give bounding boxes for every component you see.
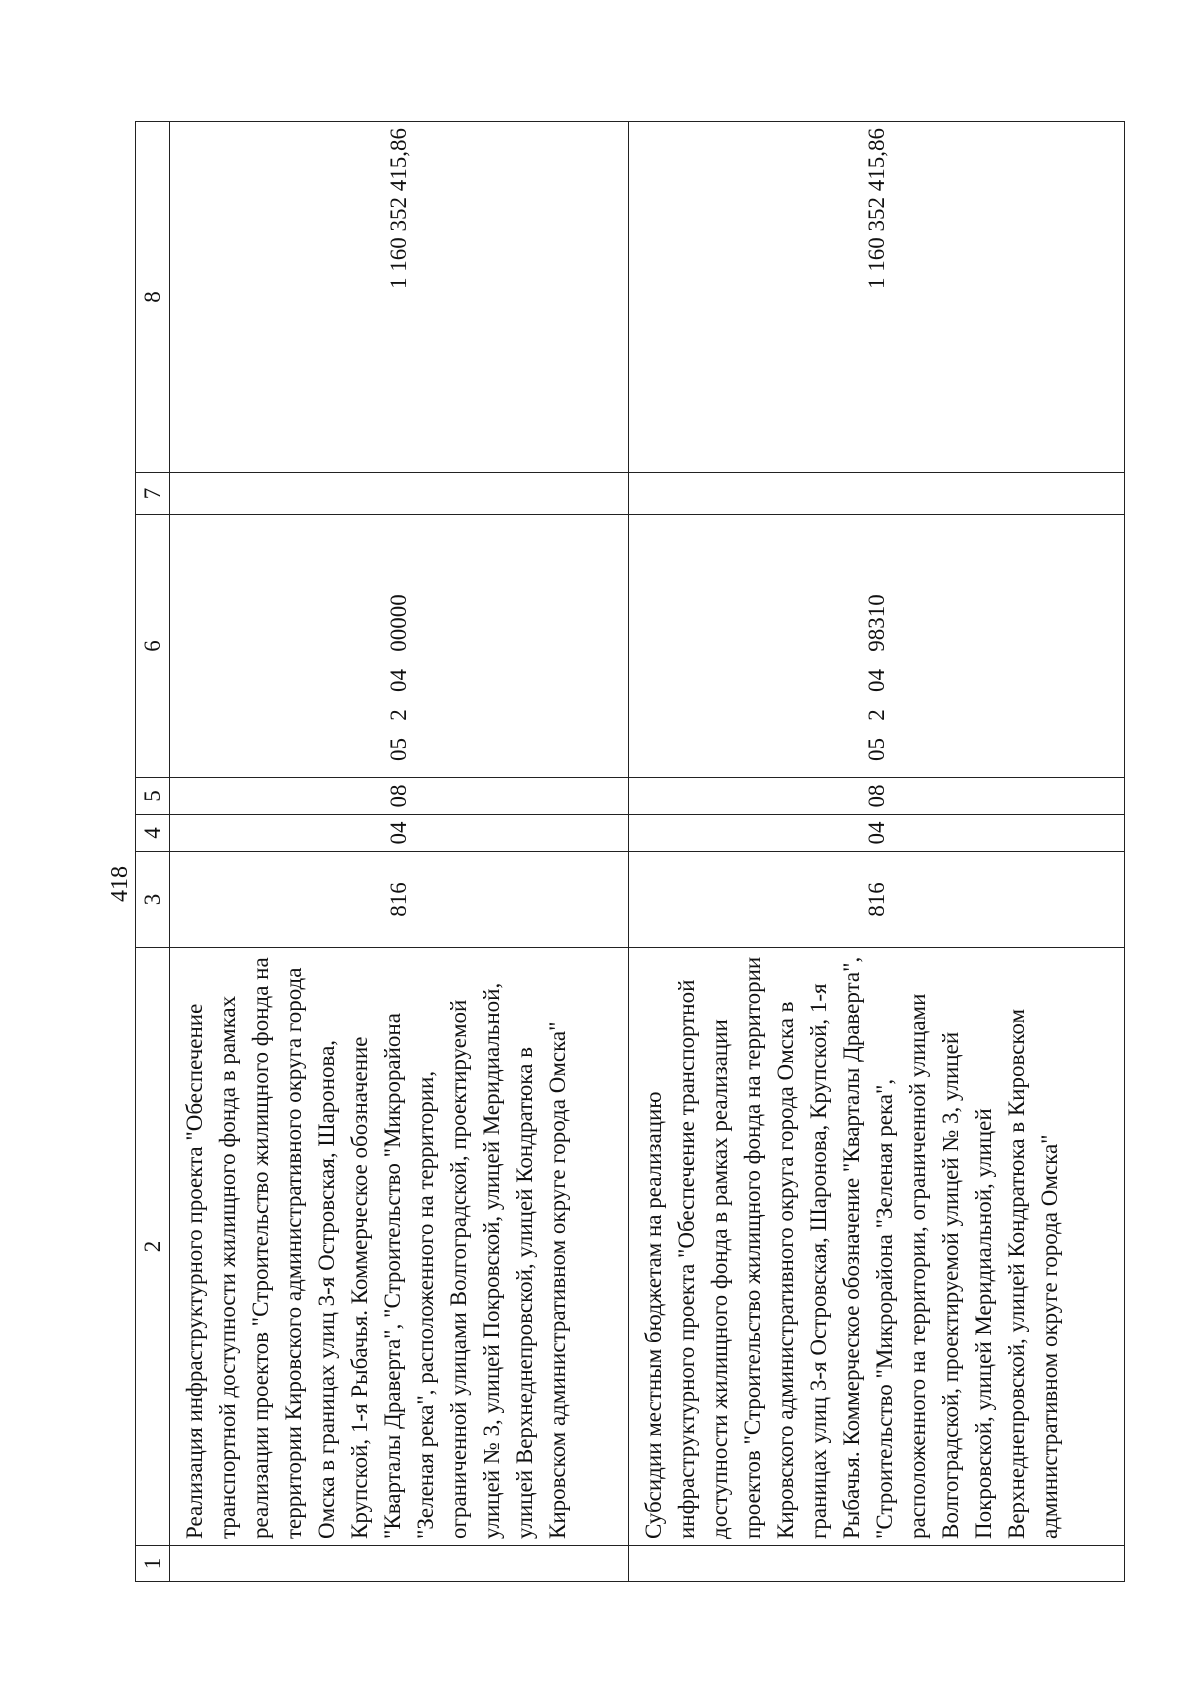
ministry-code-cell: 816 xyxy=(628,852,1124,948)
expense-type-cell xyxy=(628,473,1124,515)
header-col-6: 6 xyxy=(136,515,170,778)
expense-type-cell xyxy=(170,473,629,515)
header-col-5: 5 xyxy=(136,778,170,815)
header-col-8: 8 xyxy=(136,122,170,473)
description-cell: Субсидии местным бюджетам на реализацию инфраструктурного проекта "Обеспечение транспортной доступности жилищного фонда в рамках реализации проектов "Строительство жилищного фонда на территории Кировского административного округа города Омска в границах улиц 3-я Островская, Шаронова, Крупской, 1-я Рыбачья. Коммерческое обозначение "Кварталы Драверта", "Строительство "Микрорайона "Зеленая река", расположенного на территории, ограниченной улицами Волгоградской, проектируемой улицей № 3, улицей Покровской, улицей Меридиальной, улицей Верхнеднепровской, улицей Кондратюка в Кировском административном округе города Омска" xyxy=(628,948,1124,1546)
target-article-cell: 05 2 04 00000 xyxy=(170,515,629,778)
row-number-cell xyxy=(170,1546,629,1582)
header-col-7: 7 xyxy=(136,473,170,515)
page-number: 418 xyxy=(107,866,133,902)
header-col-1: 1 xyxy=(136,1546,170,1582)
header-col-2: 2 xyxy=(136,948,170,1546)
header-col-3: 3 xyxy=(136,852,170,948)
section-code-cell: 04 xyxy=(628,815,1124,852)
subsection-code-cell: 08 xyxy=(170,778,629,815)
section-code-cell: 04 xyxy=(170,815,629,852)
table-row xyxy=(628,122,1124,1582)
subsection-code-cell: 08 xyxy=(628,778,1124,815)
description-cell: Реализация инфраструктурного проекта "Обеспечение транспортной доступности жилищного фонда в рамках реализации проектов "Строительство жилищного фонда на территории Кировского административного округа города Омска в границах улиц 3-я Островская, Шаронова, Крупской, 1-я Рыбачья. Коммерческое обозначение "Кварталы Драверта", "Строительство "Микрорайона "Зеленая река", расположенного на территории, ограниченной улицами Волгоградской, проектируемой улицей № 3, улицей Покровской, улицей Меридиальной, улицей Верхнеднепровской, улицей Кондратюка в Кировском административном округе города Омска" xyxy=(170,948,629,1546)
ministry-code-cell: 816 xyxy=(170,852,629,948)
header-col-4: 4 xyxy=(136,815,170,852)
target-article-cell: 05 2 04 98310 xyxy=(628,515,1124,778)
header-row xyxy=(136,122,170,1582)
amount-cell: 1 160 352 415,86 xyxy=(628,122,1124,473)
row-number-cell xyxy=(628,1546,1124,1582)
table-row xyxy=(170,122,629,1582)
amount-cell: 1 160 352 415,86 xyxy=(170,122,629,473)
budget-table xyxy=(135,121,1125,1582)
